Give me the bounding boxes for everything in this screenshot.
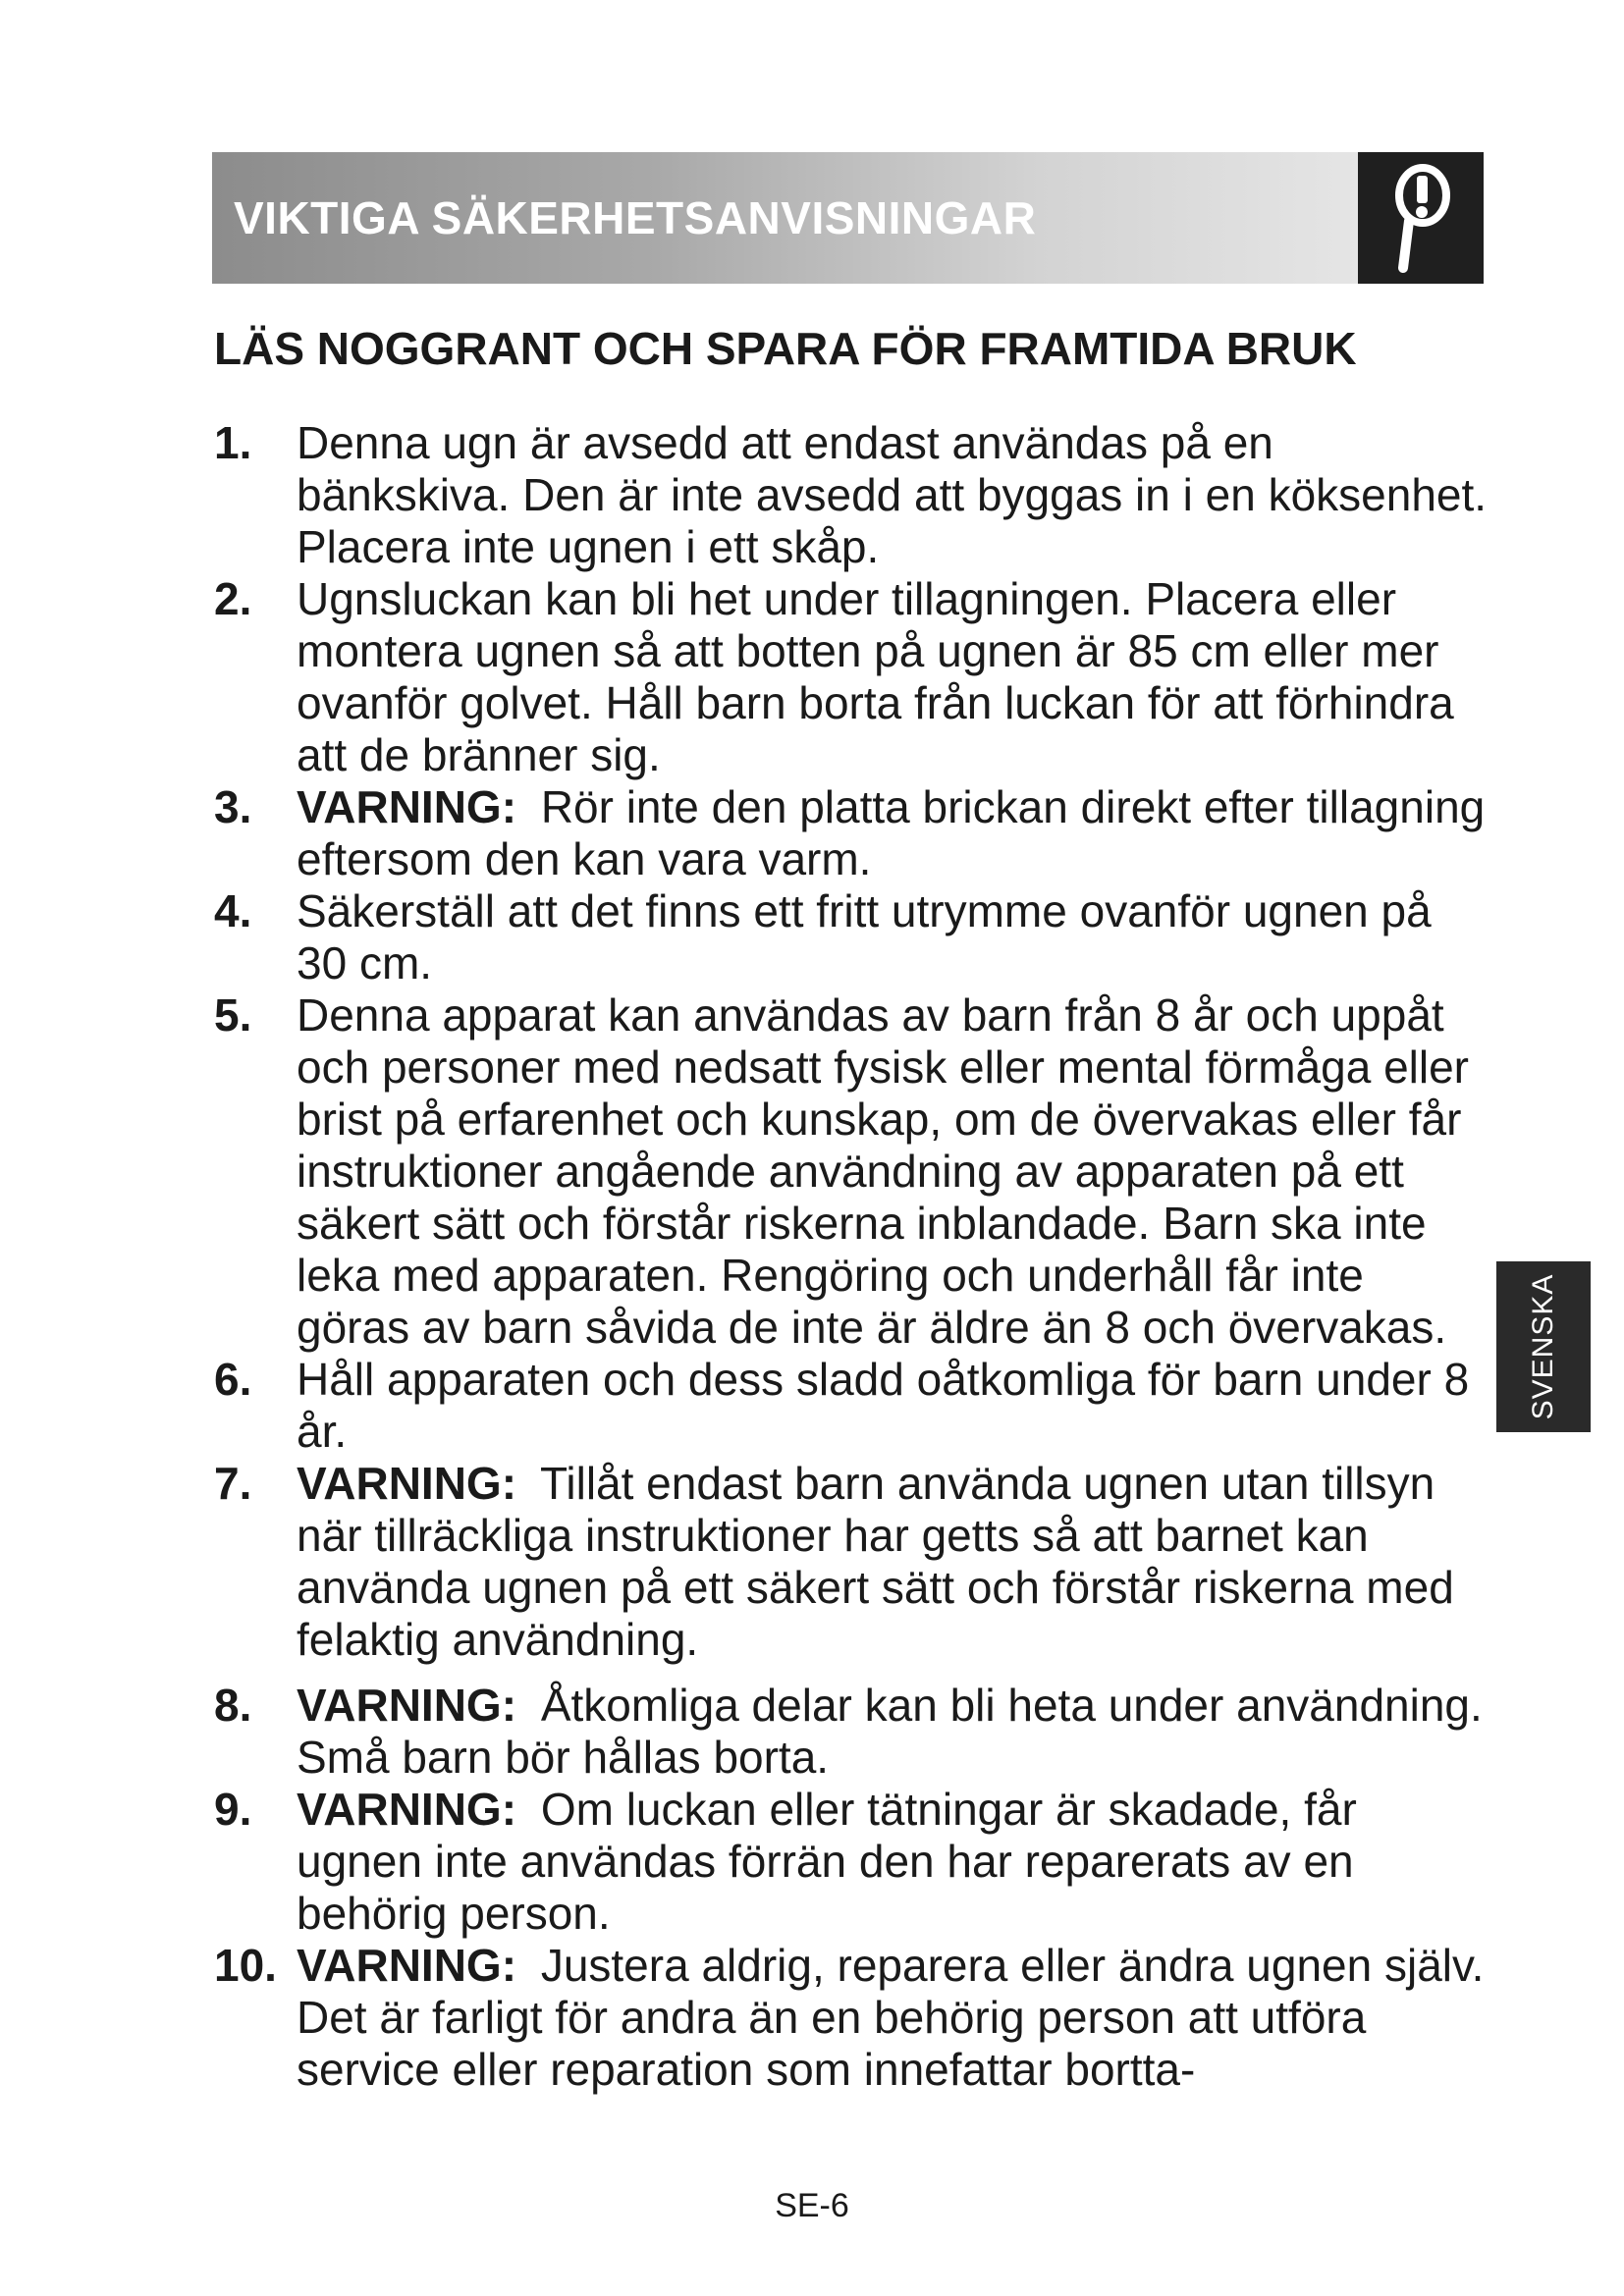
header-icon-box — [1358, 152, 1484, 284]
list-item — [214, 885, 1489, 989]
language-side-tab — [1496, 1261, 1591, 1432]
list-item — [214, 1354, 1489, 1458]
item-text: Håll apparaten och dess sladd oåtkomliga för barn under 8 år. — [297, 1354, 1470, 1457]
header-banner — [212, 152, 1484, 284]
item-number: 5. — [214, 989, 252, 1041]
item-number: 10. — [214, 1940, 277, 1991]
list-item — [214, 1680, 1489, 1784]
item-text: Denna apparat kan användas av barn från 8 år och uppåt och personer med nedsatt fysisk eller mental förmåga eller brist på erfarenhet och kunskap, om de övervakas eller får instruktioner angående användning av apparaten på ett säkert sätt och förstår riskerna inblandade. Barn ska inte leka med apparaten. Rengöring och underhåll får inte göras av barn såvida de inte är äldre än 8 och övervakas. — [297, 989, 1470, 1353]
exclamation-magnifier-icon — [1380, 162, 1462, 274]
warning-label: VARNING: — [297, 1458, 517, 1509]
list-item — [214, 573, 1489, 781]
list-item — [214, 1784, 1489, 1940]
page-number: SE-6 — [775, 2187, 849, 2224]
page-subtitle: LÄS NOGGRANT OCH SPARA FÖR FRAMTIDA BRUK — [214, 323, 1357, 374]
item-number: 8. — [214, 1680, 252, 1731]
item-text: Säkerställ att det finns ett fritt utrymme ovanför ugnen på 30 cm. — [297, 885, 1432, 988]
item-text: Åtkomliga delar kan bli heta under användning. Små barn bör hållas borta. — [297, 1680, 1483, 1783]
item-number: 2. — [214, 573, 252, 624]
language-label: SVENSKA — [1527, 1273, 1559, 1420]
item-number: 3. — [214, 781, 252, 832]
item-text: Om luckan eller tätningar är skadade, får ugnen inte användas förrän den har reparerats av en behörig person. — [297, 1784, 1357, 1939]
warning-label: VARNING: — [297, 1784, 517, 1835]
header-title: VIKTIGA SÄKERHETSANVISNINGAR — [234, 192, 1037, 243]
item-number: 4. — [214, 885, 252, 936]
item-number: 1. — [214, 417, 252, 468]
list-item — [214, 417, 1489, 573]
warning-label: VARNING: — [297, 781, 517, 832]
safety-instructions-list — [214, 417, 1489, 2096]
item-text: Ugnsluckan kan bli het under tillagningen. Placera eller montera ugnen så att botten på ugnen är 85 cm eller mer ovanför golvet. Håll barn borta från luckan för att förhindra att de bränner sig. — [297, 573, 1454, 780]
warning-label: VARNING: — [297, 1940, 517, 1991]
list-item — [214, 989, 1489, 1354]
list-item — [214, 1940, 1489, 2096]
item-text: Justera aldrig, reparera eller ändra ugnen själv. Det är farligt för andra än en behörig person att utföra service eller reparation som innefattar bortta- — [297, 1940, 1485, 2095]
item-number: 7. — [214, 1458, 252, 1509]
item-text: Rör inte den platta brickan direkt efter tillagning eftersom den kan vara varm. — [297, 781, 1486, 884]
item-number: 9. — [214, 1784, 252, 1835]
item-text: Tillåt endast barn använda ugnen utan tillsyn när tillräckliga instruktioner har getts så att barnet kan använda ugnen på ett säkert sätt och förstår riskerna med felaktig användning. — [297, 1458, 1454, 1665]
list-item — [214, 1458, 1489, 1666]
item-text: Denna ugn är avsedd att endast användas på en bänkskiva. Den är inte avsedd att byggas in i en köksenhet. Placera inte ugnen i ett skåp. — [297, 417, 1488, 572]
item-number: 6. — [214, 1354, 252, 1405]
warning-label: VARNING: — [297, 1680, 517, 1731]
list-item — [214, 781, 1489, 885]
